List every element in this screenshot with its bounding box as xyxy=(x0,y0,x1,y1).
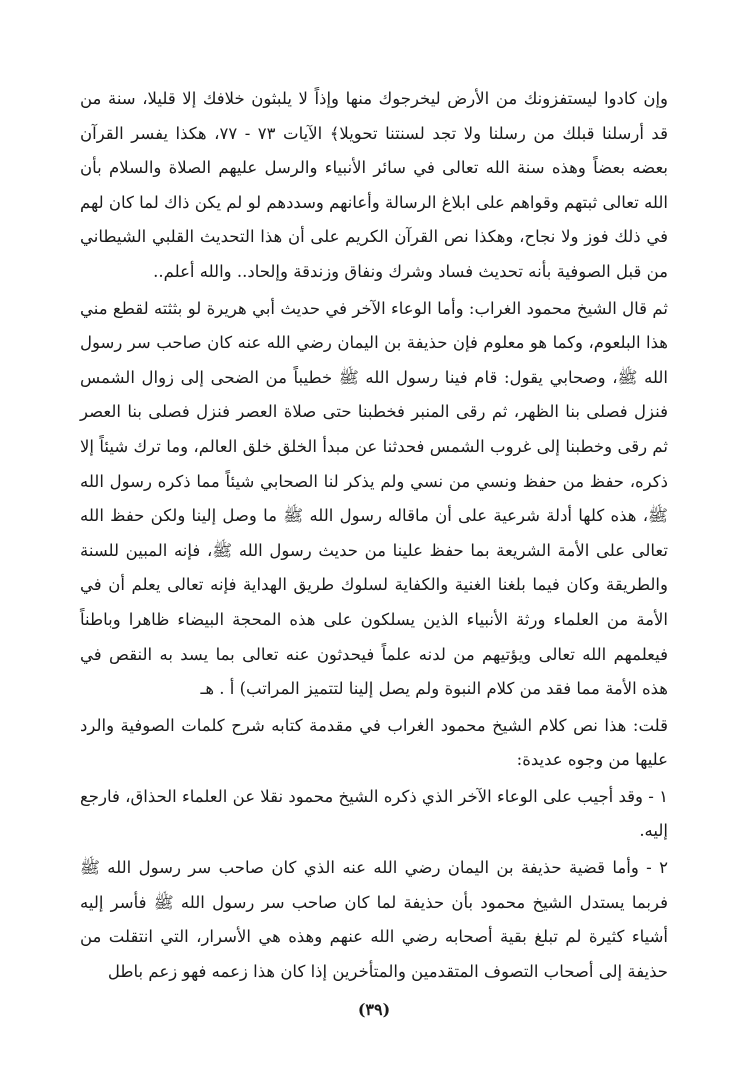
paragraph-ghurab-quote: ثم قال الشيخ محمود الغراب: وأما الوعاء الآخر في حديث أبي هريرة لو بثثته لقطع مني هذا البلعوم، وكما هو معلوم فإن حذيفة بن اليمان رضي الله عنه كان صاحب سر رسول الله ﷺ، وصحابي يقول: قام فينا رسول الله ﷺ خطيباً من الضحى إلى زوال الشمس فنزل فصلى بنا الظهر، ثم رقى المنبر فخطبنا حتى صلاة العصر فنزل فصلى بنا العصر ثم رقى وخطبنا إلى غروب الشمس فحدثنا عن مبدأ الخلق خلق العالم، وما ترك شيئاً إلا ذكره، حفظ من حفظ ونسي من نسي ولم يذكر لنا الصحابي شيئاً مما ذكره رسول الله ﷺ، هذه كلها أدلة شرعية على أن ماقاله رسول الله ﷺ ما وصل إلينا ولكن حفظ الله تعالى على الأمة الشريعة بما حفظ علينا من حديث رسول الله ﷺ، فإنه المبين للسنة والطريقة وكان فيما بلغنا الغنية والكفاية لسلوك طريق الهداية فإنه تعالى يعلم أن في الأمة من العلماء ورثة الأنبياء الذين يسلكون على هذه المحجة البيضاء ظاهرا وباطناً فيعلمهم الله تعالى ويؤتيهم من لدنه علماً فيحدثون عنه تعالى بما يسد به النقص في هذه الأمة مما فقد من كلام النبوة ولم يصل إلينا لتتميز المراتب) أ . هـ xyxy=(80,298,668,699)
paragraph-quran-commentary: وإن كادوا ليستفزونك من الأرض ليخرجوك منها وإذاً لا يلبثون خلافك إلا قليلا، سنة من قد أرسلنا قبلك من رسلنا ولا تجد لسنتنا تحويلا﴾ الآيات ٧٣ - ٧٧، هكذا يفسر القرآن بعضه بعضاً وهذه سنة الله تعالى في سائر الأنبياء والرسل عليهم الصلاة والسلام بأن الله تعالى ثبتهم وقواهم على ابلاغ الرسالة وأعانهم وسددهم لو لم يكن ذاك لما كان لهم في ذلك فوز ولا نجاح، وهكذا نص القرآن الكريم على أن هذا التحديث القلبي الشيطاني من قبل الصوفية بأنه تحديث فساد وشرك ونفاق وزندقة وإلحاد.. والله أعلم.. xyxy=(80,89,668,281)
paragraph-point-1: ١ - وقد أجيب على الوعاء الآخر الذي ذكره الشيخ محمود نقلا عن العلماء الحذاق، فارجع إليه. xyxy=(80,786,668,841)
paragraph-point-2: ٢ - وأما قضية حذيفة بن اليمان رضي الله عنه الذي كان صاحب سر رسول الله ﷺ فربما يستدل الشيخ محمود بأن حذيفة لما كان صاحب سر رسول الله ﷺ فأسر إليه أشياء كثيرة لم تبلغ بقية أصحابه رضي الله عنهم وهذه هي الأسرار، التي انتقلت من حذيفة إلى أصحاب التصوف المتقدمين والمتأخرين إذا كان هذا زعمه فهو زعم باطل xyxy=(80,858,668,981)
paragraph-author-note: قلت: هذا نص كلام الشيخ محمود الغراب في مقدمة كتابه شرح كلمات الصوفية والرد عليها من وجوه عديدة: xyxy=(80,715,668,770)
page-number: (٣٩) xyxy=(357,1000,391,1019)
page-body xyxy=(80,82,668,989)
